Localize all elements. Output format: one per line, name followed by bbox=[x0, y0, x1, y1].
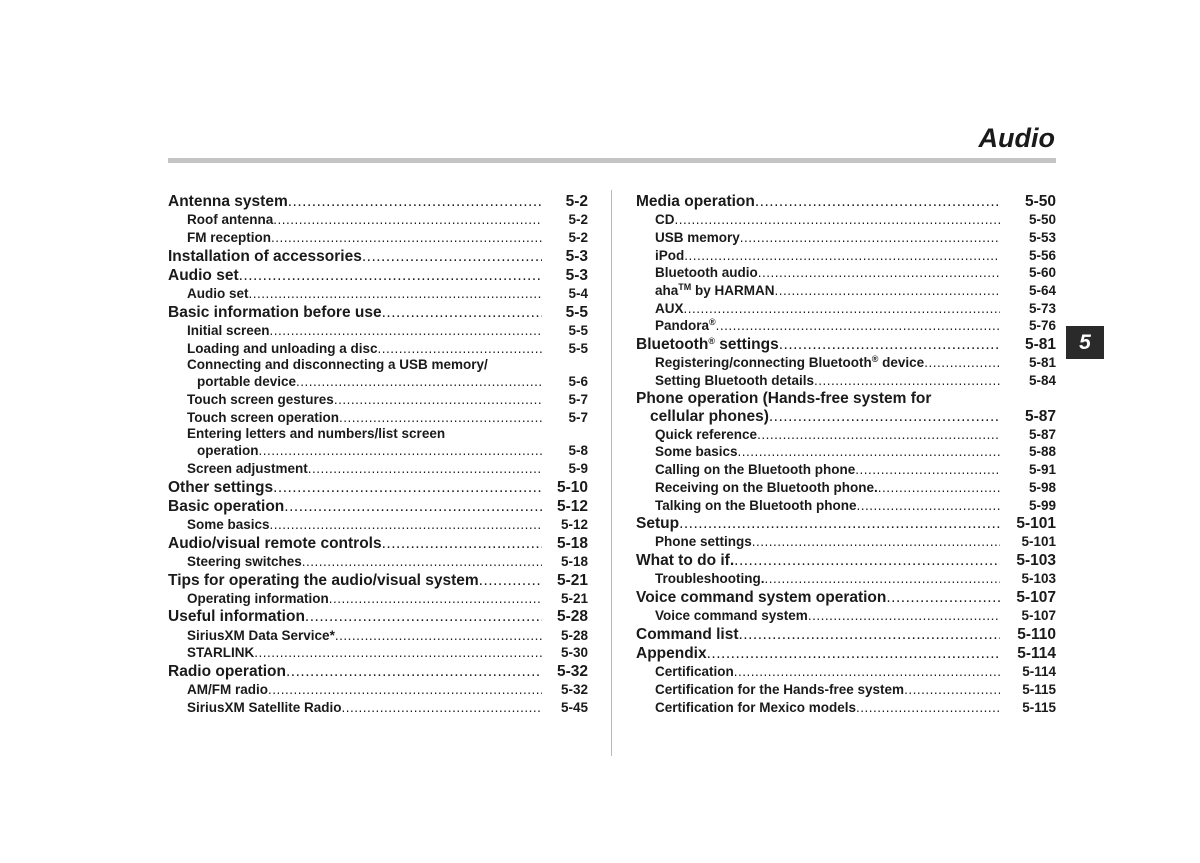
toc-entry-page: 5-60 bbox=[1028, 265, 1056, 281]
toc-entry-title: Screen adjustment bbox=[187, 460, 308, 476]
toc-entry-page: 5-10 bbox=[556, 478, 588, 496]
toc-entry-voice-command-system[interactable] bbox=[636, 607, 1056, 625]
toc-leader-dots bbox=[878, 479, 1000, 497]
toc-entry-title-line1: Phone operation (Hands-free system for bbox=[636, 389, 932, 407]
toc-entry-page: 5-101 bbox=[1021, 534, 1056, 550]
toc-entry-title: aha bbox=[655, 282, 679, 298]
toc-entry-title: Quick reference bbox=[655, 426, 758, 442]
toc-leader-dots bbox=[738, 443, 1000, 461]
toc-entry-page: 5-12 bbox=[556, 497, 588, 515]
toc-entry-title: Setting Bluetooth details bbox=[655, 372, 815, 388]
toc-entry-audio-set[interactable] bbox=[168, 266, 588, 285]
toc-entry-page: 5-81 bbox=[1028, 355, 1056, 371]
toc-leader-dots bbox=[856, 699, 1000, 717]
toc-entry-page: 5-103 bbox=[1021, 571, 1056, 587]
toc-entry-touch-screen-operation[interactable] bbox=[168, 409, 588, 427]
toc-leader-dots bbox=[752, 533, 1000, 551]
toc-entry-title-wrap bbox=[187, 340, 378, 358]
toc-entry-title: Bluetooth audio bbox=[655, 265, 758, 281]
toc-entry-title-wrap bbox=[636, 625, 738, 644]
toc-entry-page: 5-3 bbox=[565, 247, 588, 265]
toc-entry-steering-switches[interactable] bbox=[168, 553, 588, 571]
toc-entry-bluetooth-settings[interactable] bbox=[636, 335, 1056, 354]
toc-entry-page: 5-101 bbox=[1016, 515, 1056, 533]
toc-entry-superscript: ® bbox=[708, 336, 715, 346]
toc-leader-dots bbox=[339, 409, 542, 427]
toc-entry-title-wrap bbox=[187, 516, 270, 534]
toc-leader-dots bbox=[308, 460, 542, 478]
toc-entry-title-wrap bbox=[655, 533, 752, 551]
toc-entry-title: Receiving on the Bluetooth phone. bbox=[655, 479, 878, 495]
toc-entry-title-wrap bbox=[655, 570, 765, 588]
toc-entry-page: 5-30 bbox=[560, 645, 588, 661]
toc-entry-aux[interactable] bbox=[636, 300, 1056, 318]
toc-leader-dots bbox=[707, 644, 1000, 663]
toc-entry-title: Roof antenna bbox=[187, 212, 274, 228]
toc-entry-page: 5-12 bbox=[560, 517, 588, 532]
toc-entry-title-wrap bbox=[655, 300, 684, 318]
toc-entry-title: STARLINK bbox=[187, 645, 255, 661]
toc-leader-dots bbox=[758, 264, 1000, 282]
toc-entry-page: 5-76 bbox=[1028, 318, 1056, 334]
toc-entry-title-suffix: by HARMAN bbox=[691, 282, 775, 298]
toc-entry-title: SiriusXM Data Service* bbox=[187, 627, 335, 643]
toc-entry-title: Some basics bbox=[655, 444, 738, 460]
toc-entry-title: Audio set bbox=[187, 285, 249, 301]
toc-entry-siriusxm-data-service[interactable] bbox=[168, 627, 588, 645]
toc-entry-title: Registering/connecting Bluetooth bbox=[655, 355, 872, 371]
toc-entry-title-wrap bbox=[187, 627, 335, 645]
toc-entry-title-wrap bbox=[655, 607, 808, 625]
toc-leader-dots bbox=[904, 681, 1000, 699]
toc-entry-basic-information-before-use[interactable] bbox=[168, 303, 588, 322]
toc-entry-title-wrap bbox=[187, 391, 334, 409]
toc-entry-connecting-and-disconnecting-a-usb-memory[interactable] bbox=[168, 357, 588, 391]
toc-entry-title: AM/FM radio bbox=[187, 682, 268, 698]
toc-entry-title-wrap bbox=[636, 588, 886, 607]
toc-entry-what-to-do-if[interactable] bbox=[636, 551, 1056, 570]
toc-entry-ipod[interactable] bbox=[636, 247, 1056, 265]
chapter-tab[interactable]: 5 bbox=[1066, 326, 1104, 359]
toc-entry-page: 5-21 bbox=[560, 590, 588, 606]
toc-entry-line2 bbox=[636, 407, 1056, 426]
toc-entry-receiving-on-the-bluetooth-phone[interactable] bbox=[636, 479, 1056, 497]
toc-entry-title-wrap bbox=[655, 681, 904, 699]
toc-entry-page: 5-56 bbox=[1028, 247, 1056, 263]
toc-entry-page: 5-2 bbox=[568, 229, 588, 245]
toc-leader-dots bbox=[769, 407, 1000, 426]
toc-entry-page: 5-50 bbox=[1024, 193, 1056, 210]
toc-entry-phone-operation-hands-free-system-for[interactable] bbox=[636, 390, 1056, 426]
toc-entry-title-wrap bbox=[655, 229, 740, 247]
toc-entry-title-wrap bbox=[187, 285, 249, 303]
toc-entry-talking-on-the-bluetooth-phone[interactable] bbox=[636, 497, 1056, 515]
toc-leader-dots bbox=[684, 300, 1000, 318]
toc-leader-dots bbox=[284, 497, 542, 516]
toc-entry-title: Basic information before use bbox=[168, 303, 382, 321]
toc-entry-title: Antenna system bbox=[168, 193, 288, 210]
toc-entry-starlink[interactable] bbox=[168, 644, 588, 662]
toc-entry-loading-and-unloading-a-disc[interactable] bbox=[168, 340, 588, 358]
toc-entry-installation-of-accessories[interactable] bbox=[168, 247, 588, 266]
toc-leader-dots bbox=[288, 192, 542, 211]
toc-entry-title: Bluetooth bbox=[636, 336, 709, 353]
toc-entry-title: What to do if. bbox=[636, 552, 735, 570]
toc-entry-title-line2: cellular phones) bbox=[650, 407, 769, 425]
toc-entry-title-wrap bbox=[168, 571, 479, 590]
toc-entry-title-wrap bbox=[168, 266, 239, 285]
toc-leader-dots bbox=[734, 663, 1000, 681]
toc-entry-title-wrap bbox=[187, 322, 270, 340]
toc-entry-some-basics[interactable] bbox=[168, 516, 588, 534]
toc-entry-title-suffix: settings bbox=[714, 336, 779, 353]
toc-leader-dots bbox=[271, 229, 542, 247]
toc-entry-title: Audio/visual remote controls bbox=[168, 534, 382, 552]
toc-entry-page: 5-5 bbox=[568, 322, 588, 338]
toc-entry-media-operation[interactable] bbox=[636, 192, 1056, 211]
toc-entry-title: Pandora bbox=[655, 318, 710, 334]
toc-leader-dots bbox=[738, 625, 1000, 644]
toc-entry-setup[interactable] bbox=[636, 514, 1056, 533]
toc-leader-dots bbox=[259, 442, 542, 460]
toc-entry-page: 5-103 bbox=[1016, 552, 1056, 570]
toc-entry-certification-for-mexico-models[interactable] bbox=[636, 699, 1056, 717]
toc-leader-dots bbox=[270, 516, 542, 534]
toc-leader-dots bbox=[855, 461, 1000, 479]
toc-leader-dots bbox=[362, 247, 542, 266]
toc-entry-voice-command-system-operation[interactable] bbox=[636, 588, 1056, 607]
toc-entry-page: 5-114 bbox=[1022, 664, 1056, 680]
toc-entry-title-wrap bbox=[655, 264, 758, 282]
toc-entry-title: Radio operation bbox=[168, 663, 286, 680]
toc-leader-dots bbox=[378, 340, 542, 358]
toc-entry-title: Talking on the Bluetooth phone bbox=[655, 497, 857, 513]
toc-entry-title: Installation of accessories bbox=[168, 247, 362, 265]
toc-leader-dots bbox=[755, 192, 1000, 211]
toc-entry-operating-information[interactable] bbox=[168, 590, 588, 608]
toc-entry-title: iPod bbox=[655, 247, 685, 263]
toc-entry-page: 5-91 bbox=[1028, 462, 1056, 478]
toc-entry-initial-screen[interactable] bbox=[168, 322, 588, 340]
toc-entry-useful-information[interactable] bbox=[168, 607, 588, 626]
toc-entry-title-wrap bbox=[655, 317, 716, 335]
column-divider bbox=[611, 190, 612, 756]
toc-entry-title-wrap bbox=[187, 229, 271, 247]
toc-entry-calling-on-the-bluetooth-phone[interactable] bbox=[636, 461, 1056, 479]
toc-entry-title: Calling on the Bluetooth phone bbox=[655, 462, 856, 478]
toc-entry-title-wrap bbox=[655, 443, 738, 461]
toc-leader-dots bbox=[382, 303, 542, 322]
toc-entry-title-wrap bbox=[168, 478, 273, 497]
toc-entry-title-wrap bbox=[655, 372, 814, 390]
toc-entry-page: 5-107 bbox=[1021, 608, 1056, 624]
toc-leader-dots bbox=[779, 335, 1000, 354]
toc-leader-dots bbox=[679, 514, 1000, 533]
toc-entry-superscript: ® bbox=[709, 317, 716, 328]
toc-leader-dots bbox=[814, 372, 1000, 390]
toc-entry-page: 5-114 bbox=[1017, 645, 1056, 662]
toc-leader-dots bbox=[273, 478, 542, 497]
toc-entry-page: 5-8 bbox=[568, 443, 588, 459]
toc-entry-title: Phone settings bbox=[655, 534, 752, 550]
toc-entry-page: 5-81 bbox=[1024, 336, 1056, 353]
toc-entry-title-wrap bbox=[636, 551, 734, 570]
toc-leader-dots bbox=[716, 317, 1000, 335]
toc-entry-quick-reference[interactable] bbox=[636, 426, 1056, 444]
toc-entry-bluetooth-audio[interactable] bbox=[636, 264, 1056, 282]
toc-entry-page: 5-21 bbox=[556, 571, 588, 589]
toc-entry-page: 5-2 bbox=[565, 193, 588, 210]
toc-entry-page: 5-98 bbox=[1028, 479, 1056, 495]
toc-entry-title-wrap bbox=[168, 497, 284, 516]
toc-entry-title-wrap bbox=[636, 514, 679, 533]
toc-leader-dots bbox=[268, 681, 542, 699]
toc-leader-dots bbox=[273, 211, 542, 229]
toc-left-column bbox=[168, 192, 588, 717]
toc-entry-touch-screen-gestures[interactable] bbox=[168, 391, 588, 409]
toc-entry-audio-set[interactable] bbox=[168, 285, 588, 303]
toc-entry-some-basics[interactable] bbox=[636, 443, 1056, 461]
toc-entry-page: 5-115 bbox=[1022, 681, 1056, 697]
toc-leader-dots bbox=[334, 391, 542, 409]
toc-entry-title: Voice command system operation bbox=[636, 588, 887, 606]
toc-leader-dots bbox=[808, 607, 1000, 625]
toc-entry-pandora[interactable] bbox=[636, 317, 1056, 335]
toc-entry-basic-operation[interactable] bbox=[168, 497, 588, 516]
toc-entry-title-wrap bbox=[168, 607, 305, 626]
toc-entry-page: 5-50 bbox=[1028, 212, 1056, 228]
toc-entry-page: 5-18 bbox=[556, 534, 588, 552]
toc-leader-dots bbox=[740, 229, 1000, 247]
toc-entry-page: 5-64 bbox=[1028, 282, 1056, 298]
toc-entry-page: 5-45 bbox=[560, 699, 588, 715]
toc-entry-title-line2: portable device bbox=[197, 374, 297, 390]
toc-entry-page: 5-9 bbox=[568, 460, 588, 476]
toc-entry-title-suffix: device bbox=[878, 355, 925, 371]
toc-entry-title-wrap bbox=[655, 354, 924, 372]
toc-entry-page: 5-115 bbox=[1022, 699, 1056, 715]
toc-entry-troubleshooting[interactable] bbox=[636, 570, 1056, 588]
toc-leader-dots bbox=[924, 354, 1000, 372]
toc-entry-title-wrap bbox=[187, 699, 342, 717]
toc-entry-page: 5-53 bbox=[1028, 229, 1056, 245]
toc-entry-antenna-system[interactable] bbox=[168, 192, 588, 211]
toc-entry-title-wrap bbox=[655, 282, 775, 300]
toc-entry-title: Audio set bbox=[168, 266, 239, 284]
toc-entry-title: Touch screen gestures bbox=[187, 391, 334, 407]
toc-entry-page: 5-5 bbox=[565, 303, 588, 321]
toc-entry-title: Setup bbox=[636, 515, 680, 533]
toc-right-column bbox=[636, 192, 1056, 716]
toc-entry-title: USB memory bbox=[655, 229, 740, 245]
toc-entry-title-line1: Entering letters and numbers/list screen bbox=[187, 426, 446, 442]
toc-leader-dots bbox=[296, 373, 542, 391]
toc-entry-command-list[interactable] bbox=[636, 625, 1056, 644]
toc-entry-title: Command list bbox=[636, 625, 739, 643]
toc-leader-dots bbox=[305, 607, 542, 626]
toc-entry-title-wrap bbox=[187, 409, 339, 427]
toc-entry-other-settings[interactable] bbox=[168, 478, 588, 497]
toc-entry-radio-operation[interactable] bbox=[168, 662, 588, 681]
toc-leader-dots bbox=[757, 426, 1000, 444]
toc-leader-dots bbox=[734, 551, 1000, 570]
toc-entry-title: Voice command system bbox=[655, 608, 808, 624]
toc-entry-title: FM reception bbox=[187, 229, 272, 245]
toc-leader-dots bbox=[675, 211, 1001, 229]
toc-entry-setting-bluetooth-details[interactable] bbox=[636, 372, 1056, 390]
toc-entry-title-wrap bbox=[655, 461, 855, 479]
toc-entry-title-wrap bbox=[655, 426, 757, 444]
toc-entry-title-wrap bbox=[655, 699, 856, 717]
toc-entry-title-wrap bbox=[655, 479, 878, 497]
toc-entry-title-wrap bbox=[655, 247, 684, 265]
toc-entry-page: 5-3 bbox=[565, 266, 588, 284]
toc-entry-cd[interactable] bbox=[636, 211, 1056, 229]
toc-entry-aha-by-harman[interactable] bbox=[636, 282, 1056, 300]
toc-entry-page: 5-28 bbox=[556, 608, 588, 626]
toc-entry-superscript: ® bbox=[871, 354, 879, 365]
toc-entry-title: Certification for Mexico models bbox=[655, 699, 857, 715]
toc-entry-page: 5-28 bbox=[560, 627, 588, 643]
toc-leader-dots bbox=[254, 644, 542, 662]
toc-leader-dots bbox=[286, 662, 542, 681]
toc-leader-dots bbox=[329, 590, 542, 608]
toc-leader-dots bbox=[765, 570, 1001, 588]
toc-entry-page: 5-88 bbox=[1028, 444, 1056, 460]
toc-entry-line2 bbox=[168, 373, 588, 391]
toc-entry-title-wrap bbox=[636, 192, 755, 211]
toc-leader-dots bbox=[239, 266, 542, 285]
toc-entry-title-wrap bbox=[655, 497, 856, 515]
toc-entry-am-fm-radio[interactable] bbox=[168, 681, 588, 699]
toc-entry-title: Useful information bbox=[168, 608, 305, 626]
toc-entry-page: 5-18 bbox=[560, 553, 588, 569]
toc-entry-page: 5-32 bbox=[556, 663, 588, 680]
toc-entry-roof-antenna[interactable] bbox=[168, 211, 588, 229]
toc-entry-title: Certification for the Hands-free system bbox=[655, 681, 905, 697]
toc-leader-dots bbox=[886, 588, 1000, 607]
toc-entry-title-wrap bbox=[636, 644, 707, 663]
toc-entry-title: Media operation bbox=[636, 193, 755, 210]
toc-entry-certification[interactable] bbox=[636, 663, 1056, 681]
toc-entry-page: 5-73 bbox=[1028, 300, 1056, 316]
toc-entry-page: 5-87 bbox=[1024, 407, 1056, 425]
toc-entry-title: Basic operation bbox=[168, 497, 285, 515]
toc-leader-dots bbox=[382, 534, 542, 553]
toc-entry-certification-for-the-hands-free-system[interactable] bbox=[636, 681, 1056, 699]
toc-entry-title-wrap bbox=[187, 211, 273, 229]
toc-entry-page: 5-84 bbox=[1028, 372, 1056, 388]
toc-entry-title-wrap bbox=[168, 534, 382, 553]
toc-entry-title: Initial screen bbox=[187, 322, 270, 338]
toc-entry-title-wrap bbox=[187, 644, 254, 662]
toc-entry-line2 bbox=[168, 442, 588, 460]
toc-entry-page: 5-110 bbox=[1017, 625, 1056, 643]
toc-entry-title-wrap bbox=[187, 681, 268, 699]
toc-entry-title: Loading and unloading a disc bbox=[187, 340, 378, 356]
toc-entry-title-wrap bbox=[187, 590, 329, 608]
toc-entry-title-wrap bbox=[168, 662, 286, 681]
header-rule bbox=[168, 158, 1056, 163]
toc-entry-title-wrap bbox=[168, 247, 362, 266]
toc-entry-phone-settings[interactable] bbox=[636, 533, 1056, 551]
toc-entry-page: 5-99 bbox=[1028, 497, 1056, 513]
page-title: Audio bbox=[978, 123, 1055, 153]
toc-entry-title-wrap bbox=[187, 553, 302, 571]
toc-entry-title: Tips for operating the audio/visual system bbox=[168, 571, 479, 589]
toc-entry-tips-for-operating-the-audio-visual-system[interactable] bbox=[168, 571, 588, 590]
toc-entry-page: 5-32 bbox=[560, 682, 588, 698]
toc-leader-dots bbox=[684, 247, 1000, 265]
toc-entry-title-wrap bbox=[168, 192, 288, 211]
toc-entry-title: Troubleshooting. bbox=[655, 571, 765, 587]
toc-entry-appendix[interactable] bbox=[636, 644, 1056, 663]
toc-entry-title: Operating information bbox=[187, 590, 329, 606]
toc-entry-title-wrap bbox=[655, 663, 734, 681]
toc-entry-title: Touch screen operation bbox=[187, 409, 340, 425]
toc-entry-title: Certification bbox=[655, 664, 734, 680]
toc-leader-dots bbox=[249, 285, 542, 303]
toc-entry-registering-connecting-bluetooth-device[interactable] bbox=[636, 354, 1056, 372]
toc-entry-title: Steering switches bbox=[187, 553, 302, 569]
toc-entry-superscript: TM bbox=[678, 281, 692, 292]
toc-entry-page: 5-87 bbox=[1028, 426, 1056, 442]
toc-entry-title-wrap bbox=[655, 211, 675, 229]
toc-entry-siriusxm-satellite-radio[interactable] bbox=[168, 699, 588, 717]
toc-entry-page: 5-2 bbox=[568, 212, 588, 228]
toc-leader-dots bbox=[775, 282, 1000, 300]
toc-entry-title: Other settings bbox=[168, 478, 274, 496]
toc-entry-title-line1: Connecting and disconnecting a USB memory/ bbox=[187, 357, 488, 373]
toc-entry-usb-memory[interactable] bbox=[636, 229, 1056, 247]
toc-entry-page: 5-7 bbox=[568, 391, 588, 407]
toc-entry-title-wrap bbox=[636, 335, 779, 354]
toc-entry-title: AUX bbox=[655, 300, 684, 316]
toc-entry-title-wrap bbox=[187, 460, 308, 478]
toc-entry-title-wrap bbox=[168, 303, 382, 322]
toc-entry-page: 5-107 bbox=[1016, 588, 1056, 606]
toc-leader-dots bbox=[335, 627, 542, 645]
toc-entry-entering-letters-and-numbers-list-screen[interactable] bbox=[168, 426, 588, 460]
toc-entry-page: 5-6 bbox=[568, 374, 588, 390]
toc-entry-title-line2: operation bbox=[197, 443, 259, 459]
toc-leader-dots bbox=[302, 553, 542, 571]
toc-entry-title: Appendix bbox=[636, 645, 707, 662]
toc-leader-dots bbox=[270, 322, 542, 340]
toc-entry-title: SiriusXM Satellite Radio bbox=[187, 699, 342, 715]
toc-leader-dots bbox=[479, 571, 542, 590]
toc-leader-dots bbox=[342, 699, 542, 717]
toc-entry-audio-visual-remote-controls[interactable] bbox=[168, 534, 588, 553]
toc-entry-page: 5-7 bbox=[568, 409, 588, 425]
toc-entry-fm-reception[interactable] bbox=[168, 229, 588, 247]
toc-entry-title: Some basics bbox=[187, 517, 270, 532]
toc-entry-page: 5-4 bbox=[568, 285, 588, 301]
toc-entry-screen-adjustment[interactable] bbox=[168, 460, 588, 478]
toc-entry-title: CD bbox=[655, 212, 675, 228]
toc-entry-page: 5-5 bbox=[568, 340, 588, 356]
toc-leader-dots bbox=[856, 497, 1000, 515]
